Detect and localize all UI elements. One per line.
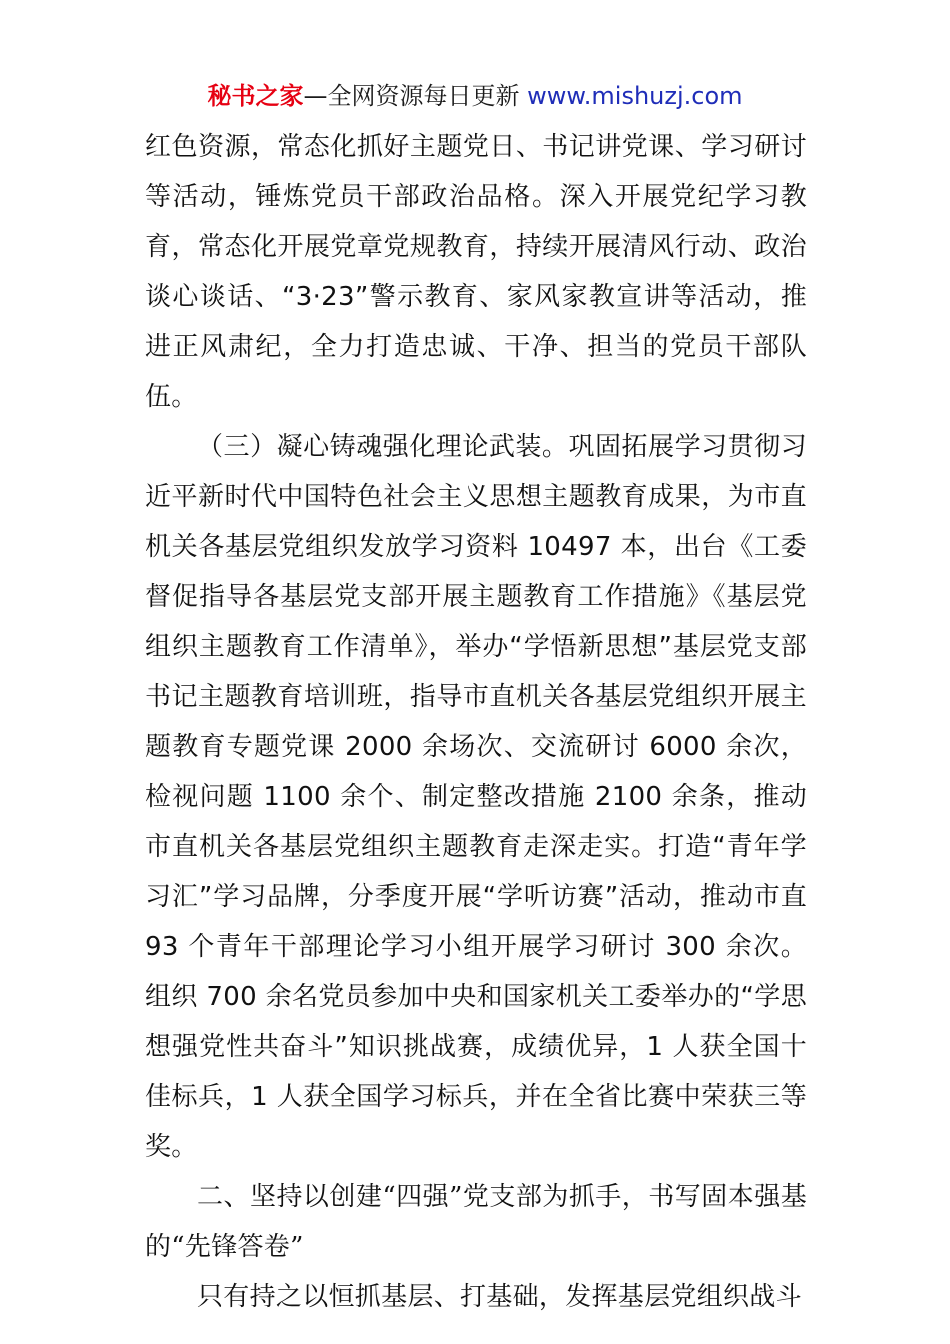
section-heading-two: 二、坚持以创建“四强”党支部为抓手，书写固本强基的“先锋答卷” bbox=[145, 1182, 807, 1262]
document-body bbox=[145, 122, 807, 1322]
paragraph-theory-study: （三）凝心铸魂强化理论武装。巩固拓展学习贯彻习近平新时代中国特色社会主义思想主题教育成果，为市直机关各基层党组织发放学习资料 10497 本，出台《工委督促指导各基层党支部开展主题教育工作措施》《基层党组织主题教育工作清单》，举办“学悟新思想”基层党支部书记主题教育培训班，指导市直机关各基层党组织开展主题教育专题党课 2000 余场次、交流研讨 6000 余次，检视问题 1100 余个、制定整改措施 2100 余条，推动市直机关各基层党组织主题教育走深走实。打造“青年学习汇”学习品牌，分季度开展“学听访赛”活动，推动市直 93 个青年干部理论学习小组开展学习研讨 300 余次。组织 700 余名党员参加中央和国家机关工委举办的“学思想强党性共奋斗”知识挑战赛，成绩优异，1 人获全国十佳标兵，1 人获全国学习标兵，并在全省比赛中荣获三等奖。 bbox=[145, 432, 807, 1162]
paragraph-continuation: 红色资源，常态化抓好主题党日、书记讲党课、学习研讨等活动，锤炼党员干部政治品格。深入开展党纪学习教育，常态化开展党章党规教育，持续开展清风行动、政治谈心谈话、“3·23”警示教育、家风家教宣讲等活动，推进正风肃纪，全力打造忠诚、干净、担当的党员干部队伍。 bbox=[145, 132, 807, 412]
paragraph-grassroots: 只有持之以恒抓基层、打基础，发挥基层党组织战斗 bbox=[197, 1282, 802, 1312]
site-brand: 秘书之家 bbox=[207, 82, 304, 110]
site-url-link[interactable]: www.mishuzj.com bbox=[527, 82, 743, 110]
site-tagline: —全网资源每日更新 bbox=[303, 82, 528, 110]
site-header bbox=[0, 80, 950, 112]
